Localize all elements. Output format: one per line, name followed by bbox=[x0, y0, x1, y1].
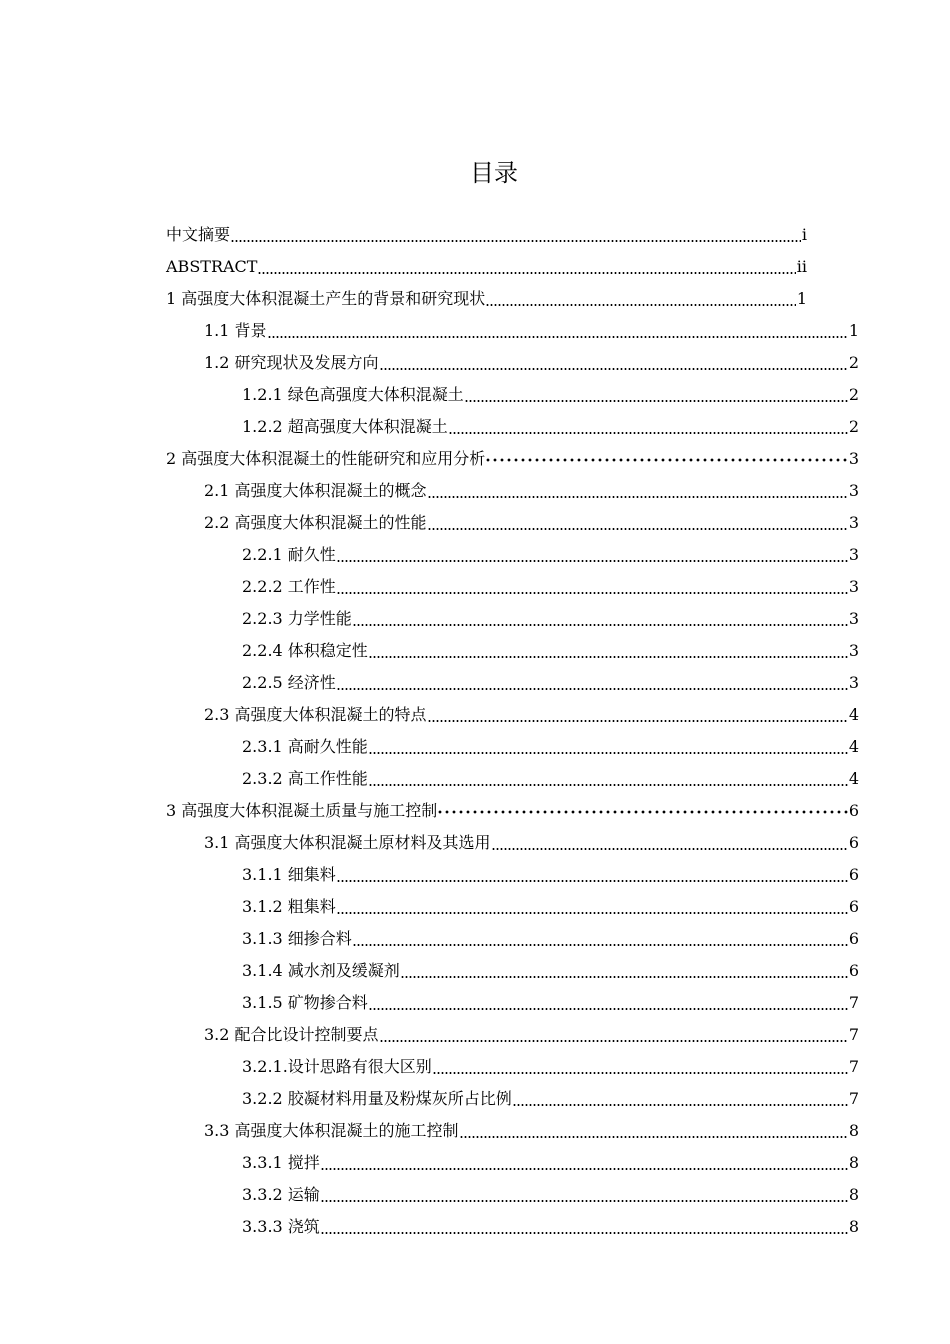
toc-entry-title: 2.3.1 高耐久性能 bbox=[242, 737, 368, 756]
toc-dot-leader bbox=[492, 833, 848, 853]
toc-entry-title: 2.2.4 体积稳定性 bbox=[242, 641, 368, 660]
toc-dot-leader bbox=[428, 513, 848, 533]
toc-entry[interactable] bbox=[242, 603, 859, 635]
toc-dot-leader bbox=[401, 961, 848, 981]
toc-entry-page-number: 3 bbox=[848, 513, 859, 532]
toc-entry-title: 3.2 配合比设计控制要点 bbox=[204, 1025, 379, 1044]
toc-dot-leader bbox=[353, 609, 848, 629]
toc-dot-leader bbox=[449, 417, 848, 437]
toc-entry-title: 3.3 高强度大体积混凝土的施工控制 bbox=[204, 1121, 459, 1140]
toc-entry[interactable] bbox=[204, 315, 859, 347]
toc-dot-leader bbox=[321, 1153, 848, 1173]
toc-entry-title: 3.3.3 浇筑 bbox=[242, 1217, 320, 1236]
toc-entry-title: 1.1 背景 bbox=[204, 321, 267, 340]
toc-entry[interactable] bbox=[242, 635, 859, 667]
toc-entry-page-number: 7 bbox=[848, 1025, 859, 1044]
toc-entry-page-number: 8 bbox=[848, 1217, 859, 1236]
toc-entry-page-number: 1 bbox=[796, 289, 807, 308]
toc-entry-page-number: 6 bbox=[848, 929, 859, 948]
toc-dot-leader bbox=[369, 769, 848, 789]
toc-entry-page-number: 4 bbox=[848, 769, 859, 788]
toc-dot-leader bbox=[369, 737, 848, 757]
toc-dot-leader bbox=[380, 1025, 848, 1045]
toc-entry-page-number: 4 bbox=[848, 737, 859, 756]
toc-entry-page-number: 8 bbox=[848, 1185, 859, 1204]
toc-dot-leader bbox=[380, 353, 848, 373]
toc-entry-page-number: 3 bbox=[848, 481, 859, 500]
toc-entry-title: 3.2.1.设计思路有很大区别 bbox=[242, 1057, 432, 1076]
toc-entry[interactable] bbox=[204, 699, 859, 731]
toc-entry-page-number: 6 bbox=[848, 865, 859, 884]
toc-entry-page-number: 8 bbox=[848, 1153, 859, 1172]
toc-entry-title: 2.1 高强度大体积混凝土的概念 bbox=[204, 481, 427, 500]
toc-dot-leader bbox=[460, 1121, 848, 1141]
toc-dot-leader bbox=[369, 641, 848, 661]
toc-entry-title: ABSTRACT bbox=[166, 257, 258, 276]
toc-entry[interactable] bbox=[242, 1147, 859, 1179]
toc-entry-title: 3.1.3 细掺合料 bbox=[242, 929, 352, 948]
toc-dot-leader bbox=[337, 865, 848, 885]
toc-entry-page-number: 4 bbox=[848, 705, 859, 724]
toc-entry[interactable] bbox=[242, 955, 859, 987]
toc-dot-leader bbox=[321, 1185, 848, 1205]
toc-entry[interactable] bbox=[242, 763, 859, 795]
toc-entry[interactable] bbox=[242, 1179, 859, 1211]
toc-entry[interactable] bbox=[242, 1051, 859, 1083]
toc-entry-page-number: 6 bbox=[848, 801, 859, 820]
toc-entry-title: 3.1.5 矿物掺合料 bbox=[242, 993, 368, 1012]
toc-entry-title: 中文摘要 bbox=[166, 225, 231, 244]
toc-dot-leader bbox=[353, 929, 848, 949]
toc-entry[interactable] bbox=[242, 539, 859, 571]
toc-entry-page-number: 3 bbox=[848, 641, 859, 660]
toc-dot-leader bbox=[337, 577, 848, 597]
toc-dot-leader bbox=[486, 449, 848, 469]
toc-entry-title: 3.2.2 胶凝材料用量及粉煤灰所占比例 bbox=[242, 1089, 512, 1108]
toc-entry[interactable] bbox=[242, 891, 859, 923]
toc-entry-page-number: i bbox=[801, 225, 807, 244]
toc-entry[interactable] bbox=[204, 827, 859, 859]
toc-entry-title: 2.2.1 耐久性 bbox=[242, 545, 336, 564]
toc-entry[interactable] bbox=[204, 507, 859, 539]
toc-entry-page-number: 3 bbox=[848, 609, 859, 628]
toc-entry-page-number: 3 bbox=[848, 545, 859, 564]
toc-entry-title: 2.3.2 高工作性能 bbox=[242, 769, 368, 788]
toc-entry-page-number: 3 bbox=[848, 673, 859, 692]
toc-entry-title: 3.1.2 粗集料 bbox=[242, 897, 336, 916]
toc-entry[interactable] bbox=[204, 1019, 859, 1051]
toc-entry[interactable] bbox=[242, 667, 859, 699]
toc-entry[interactable] bbox=[242, 571, 859, 603]
toc-entry-title: 2.2.5 经济性 bbox=[242, 673, 336, 692]
toc-entry-page-number: 8 bbox=[848, 1121, 859, 1140]
toc-entry-page-number: 6 bbox=[848, 833, 859, 852]
toc-entry-title: 3.1.1 细集料 bbox=[242, 865, 336, 884]
toc-dot-leader bbox=[369, 993, 848, 1013]
toc-entry[interactable] bbox=[242, 987, 859, 1019]
toc-entry-page-number: 2 bbox=[848, 385, 859, 404]
toc-entry[interactable] bbox=[242, 1083, 859, 1115]
toc-dot-leader bbox=[268, 321, 848, 341]
toc-dot-leader bbox=[433, 1057, 848, 1077]
toc-entry[interactable] bbox=[166, 219, 807, 251]
toc-entry[interactable] bbox=[242, 859, 859, 891]
toc-entry-page-number: 7 bbox=[848, 993, 859, 1012]
toc-entry[interactable] bbox=[242, 411, 859, 443]
toc-dot-leader bbox=[438, 801, 848, 821]
toc-entry[interactable] bbox=[242, 731, 859, 763]
toc-dot-leader bbox=[258, 257, 795, 277]
toc-dot-leader bbox=[428, 705, 848, 725]
toc-entry[interactable] bbox=[242, 923, 859, 955]
toc-dot-leader bbox=[321, 1217, 848, 1237]
toc-entry[interactable] bbox=[204, 347, 859, 379]
page-title: 目录 bbox=[470, 159, 518, 187]
toc-dot-leader bbox=[337, 673, 848, 693]
toc-entry[interactable] bbox=[204, 1115, 859, 1147]
toc-entry-title: 1.2.1 绿色高强度大体积混凝土 bbox=[242, 385, 464, 404]
toc-entry[interactable] bbox=[166, 795, 859, 827]
toc-entry-title: 2.3 高强度大体积混凝土的特点 bbox=[204, 705, 427, 724]
toc-entry-page-number: 3 bbox=[848, 449, 859, 468]
toc-entry-page-number: 1 bbox=[848, 321, 859, 340]
toc-entry[interactable] bbox=[242, 1211, 859, 1243]
toc-dot-leader bbox=[337, 897, 848, 917]
toc-entry-title: 3.3.1 搅拌 bbox=[242, 1153, 320, 1172]
toc-entry[interactable] bbox=[166, 283, 807, 315]
toc-entry-page-number: 7 bbox=[848, 1057, 859, 1076]
table-of-contents bbox=[0, 219, 950, 1243]
toc-dot-leader bbox=[465, 385, 848, 405]
toc-entry-title: 2.2.2 工作性 bbox=[242, 577, 336, 596]
toc-entry-title: 3.1 高强度大体积混凝土原材料及其选用 bbox=[204, 833, 491, 852]
toc-entry-page-number: 2 bbox=[848, 417, 859, 436]
toc-dot-leader bbox=[428, 481, 848, 501]
toc-entry-page-number: ii bbox=[796, 257, 807, 276]
toc-entry-title: 2.2 高强度大体积混凝土的性能 bbox=[204, 513, 427, 532]
toc-dot-leader bbox=[486, 289, 796, 309]
toc-entry[interactable] bbox=[204, 475, 859, 507]
toc-entry-page-number: 6 bbox=[848, 961, 859, 980]
toc-entry[interactable] bbox=[242, 379, 859, 411]
toc-entry[interactable] bbox=[166, 443, 859, 475]
toc-entry-title: 2.2.3 力学性能 bbox=[242, 609, 352, 628]
toc-dot-leader bbox=[337, 545, 848, 565]
toc-entry-title: 3.3.2 运输 bbox=[242, 1185, 320, 1204]
toc-entry-title: 1 高强度大体积混凝土产生的背景和研究现状 bbox=[166, 289, 486, 308]
toc-entry-page-number: 7 bbox=[848, 1089, 859, 1108]
toc-dot-leader bbox=[513, 1089, 848, 1109]
toc-entry-page-number: 3 bbox=[848, 577, 859, 596]
toc-entry[interactable] bbox=[166, 251, 807, 283]
toc-dot-leader bbox=[231, 225, 801, 245]
toc-entry-page-number: 6 bbox=[848, 897, 859, 916]
toc-entry-page-number: 2 bbox=[848, 353, 859, 372]
toc-entry-title: 3 高强度大体积混凝土质量与施工控制 bbox=[166, 801, 438, 820]
toc-entry-title: 1.2 研究现状及发展方向 bbox=[204, 353, 379, 372]
toc-entry-title: 2 高强度大体积混凝土的性能研究和应用分析 bbox=[166, 449, 486, 468]
toc-entry-title: 3.1.4 减水剂及缓凝剂 bbox=[242, 961, 400, 980]
toc-entry-title: 1.2.2 超高强度大体积混凝土 bbox=[242, 417, 448, 436]
